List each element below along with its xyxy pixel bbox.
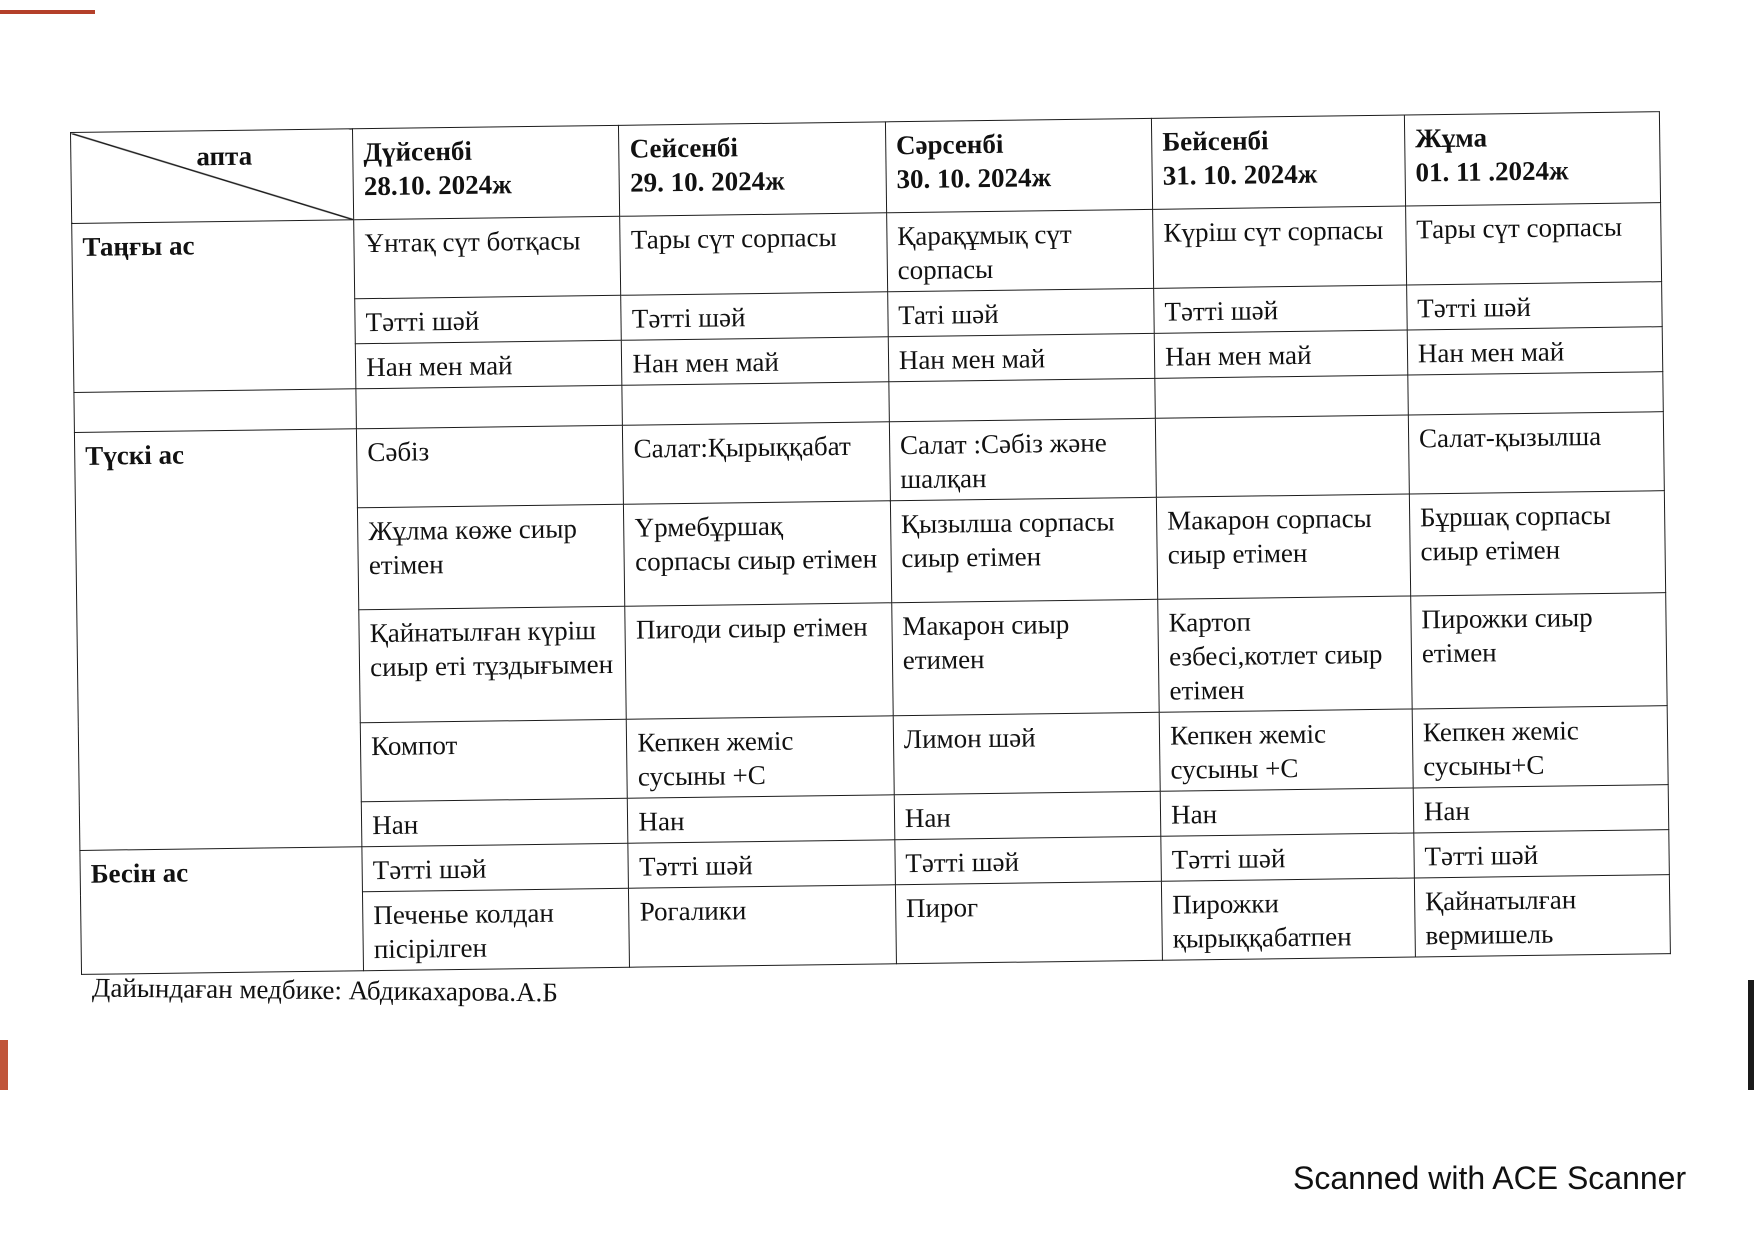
day-name: Жұма (1414, 122, 1488, 154)
blank-cell (74, 389, 357, 433)
menu-cell: Тәтті шәй (1154, 285, 1407, 333)
day-header (619, 122, 886, 216)
menu-cell: Тәтті шәй (1407, 282, 1663, 330)
menu-cell: Тәтті шәй (362, 843, 629, 891)
menu-cell: Пирожки қырыққабатпен (1162, 878, 1416, 960)
scanner-watermark: Scanned with ACE Scanner (1293, 1160, 1687, 1196)
menu-sheet (70, 111, 1671, 975)
menu-cell: Қызылша сорпасы сиыр етімен (890, 497, 1158, 602)
menu-cell: Тәтті шәй (1414, 830, 1670, 878)
menu-cell: Ұнтақ сүт ботқасы (354, 216, 621, 298)
menu-cell: Қарақұмық сүт сорпасы (886, 209, 1153, 291)
menu-cell: Пирог (895, 881, 1162, 963)
day-name: Дүйсенбі (363, 135, 473, 168)
blank-cell (889, 378, 1156, 421)
menu-cell: Нан (361, 798, 628, 846)
day-header (1152, 115, 1406, 209)
menu-table (70, 111, 1671, 975)
blank-cell (356, 385, 623, 428)
menu-cell: Нан (1413, 785, 1669, 833)
menu-cell: Нан мен май (1154, 330, 1407, 378)
day-name: Сейсенбі (629, 132, 739, 164)
menu-cell: Тәтті шәй (621, 292, 888, 340)
menu-cell: Қайнатылған вермишель (1414, 875, 1670, 957)
menu-cell: Күріш сүт сорпасы (1153, 206, 1407, 288)
day-header (1404, 112, 1660, 206)
day-date: 30. 10. 2024ж (896, 162, 1052, 195)
menu-cell: Сәбіз (357, 425, 624, 507)
day-header (353, 125, 620, 219)
menu-cell: Нан мен май (355, 340, 622, 388)
menu-cell: Кепкен жеміс сусыны+С (1412, 706, 1668, 788)
menu-cell: Пигоди сиыр етімен (625, 603, 893, 719)
menu-cell: Тәтті шәй (628, 840, 895, 888)
prepared-by-signature-line: Дайындаған медбике: Абдикахарова.А.Б (91, 972, 558, 1008)
corner-cell (71, 129, 354, 224)
day-date: 29. 10. 2024ж (629, 165, 785, 198)
menu-cell: Тәтті шәй (355, 295, 622, 343)
day-name: Сәрсенбі (895, 128, 1004, 161)
menu-cell: Бұршақ сорпасы сиыр етімен (1409, 491, 1665, 596)
menu-cell: Кепкен жеміс сусыны +С (1159, 709, 1413, 791)
menu-cell: Жұлма көже сиыр етімен (358, 504, 626, 609)
menu-cell: Печенье колдан пісірілген (363, 888, 630, 970)
menu-cell: Қайнатылған күріш сиыр еті тұздығымен (359, 606, 627, 722)
day-date: 28.10. 2024ж (363, 169, 512, 202)
menu-cell: Макарон сиыр етимен (892, 599, 1160, 715)
meal-label-breakfast: Таңғы ас (72, 220, 356, 393)
menu-cell: Макарон сорпасы сиыр етімен (1156, 494, 1410, 599)
blank-cell (622, 382, 889, 425)
day-header (885, 118, 1152, 212)
menu-cell: Лимон шәй (893, 712, 1160, 794)
menu-cell: Нан мен май (888, 333, 1155, 381)
menu-cell: Пирожки сиыр етімен (1411, 593, 1668, 709)
day-date: 31. 10. 2024ж (1162, 158, 1318, 191)
menu-cell: Салат-қызылша (1408, 412, 1664, 494)
menu-cell: Тары сүт сорпасы (1405, 203, 1661, 285)
menu-cell: Үрмебұршақ сорпасы сиыр етімен (624, 501, 892, 606)
menu-cell: Нан мен май (1407, 327, 1663, 375)
scan-edge-mark (0, 1040, 8, 1090)
menu-cell: Нан мен май (622, 337, 889, 385)
blank-cell (1155, 375, 1408, 418)
scan-edge-mark (1748, 980, 1754, 1090)
menu-cell: Тәтті шәй (895, 836, 1162, 884)
meal-label-lunch: Түскі ас (74, 429, 362, 851)
menu-cell: Компот (360, 719, 627, 801)
menu-cell: Салат:Қырыққабат (623, 422, 890, 504)
menu-cell: Рогалики (629, 885, 896, 967)
menu-cell: Нан (628, 795, 895, 843)
menu-cell: Тәтті шәй (1161, 833, 1414, 881)
menu-cell (1155, 415, 1409, 497)
corner-label: апта (196, 140, 253, 172)
menu-cell: Таті шәй (887, 288, 1154, 336)
menu-cell: Нан (894, 791, 1161, 839)
day-name: Бейсенбі (1162, 125, 1269, 157)
menu-cell: Кепкен жеміс сусыны +С (627, 716, 894, 798)
menu-cell: Салат :Сәбіз және шалқан (889, 418, 1156, 500)
menu-cell: Картоп езбесі,котлет сиыр етімен (1158, 596, 1412, 712)
menu-cell: Тары сүт сорпасы (620, 213, 887, 295)
day-date: 01. 11 .2024ж (1415, 155, 1569, 188)
blank-cell (1408, 372, 1664, 415)
menu-cell: Нан (1160, 788, 1413, 836)
meal-label-snack: Бесін ас (80, 847, 364, 975)
scan-edge-mark (0, 10, 95, 14)
